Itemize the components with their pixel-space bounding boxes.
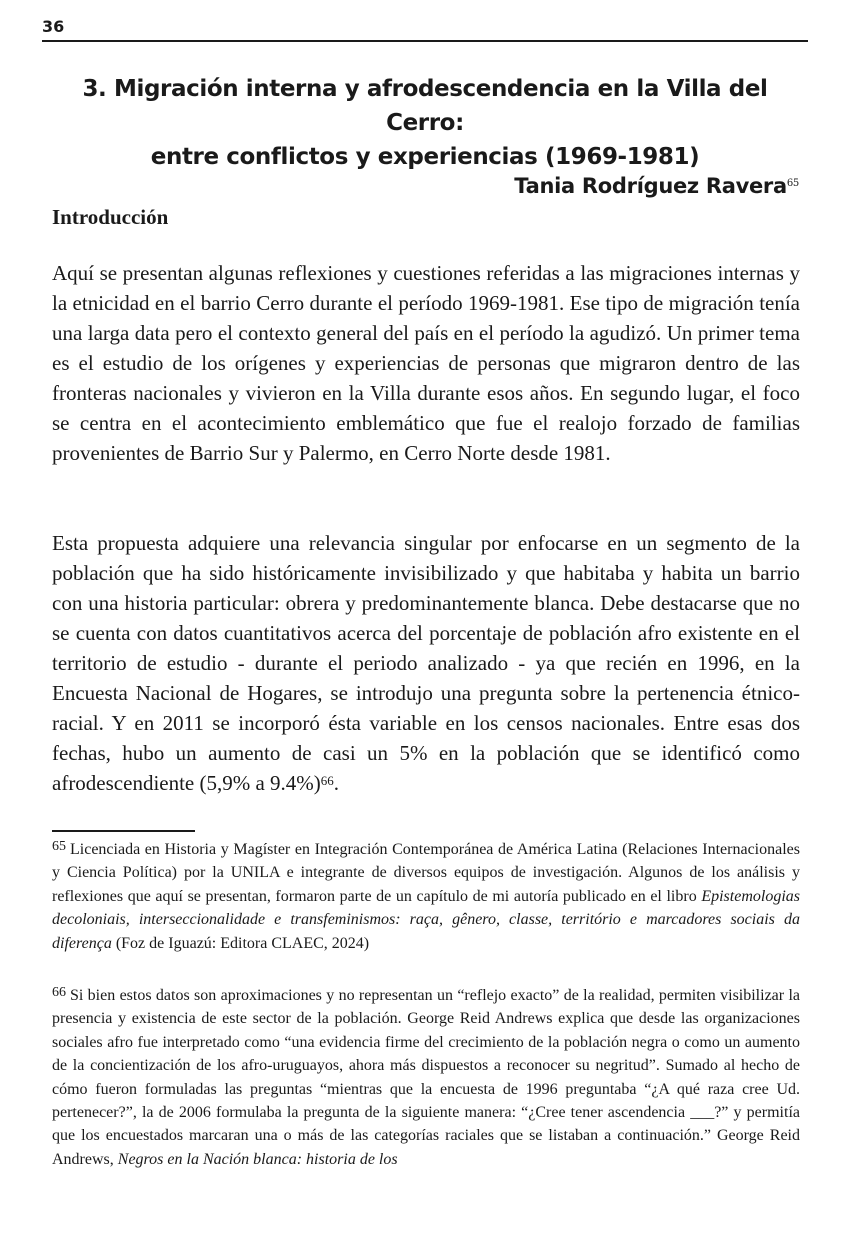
body-paragraph-2 bbox=[52, 528, 800, 798]
chapter-title bbox=[42, 72, 808, 174]
section-heading: Introducción bbox=[52, 205, 169, 229]
footnote-66 bbox=[52, 984, 800, 1171]
author-name bbox=[514, 171, 799, 201]
body-paragraph-2-text: Esta propuesta adquiere una relevancia singular por enfocarse en un segmento de la población que ha sido históricamente invisibilizado y que habitaba y habita un barrio con una historia particular: obrera y predominantemente blanca. Debe destacarse que no se cuenta con datos cuantitativos acerca del porcentaje de población afro existente en el territorio de estudio - durante el periodo analizado - ya que recién en 1996, en la Encuesta Nacional de Hogares, se introdujo una pregunta sobre la pertenencia étnico-racial. Y en 2011 se incorporó ésta variable en los censos nacionales. Entre esas dos fechas, hubo un aumento de casi un 5% en la población que se identificó como afrodescendiente (5,9% a 9.4%) bbox=[52, 531, 800, 795]
footnote-65 bbox=[52, 838, 800, 955]
footnote-66-text: Si bien estos datos son aproximaciones y no representan un “reflejo exacto” de la realidad, permiten visibilizar la presencia y existencia de este sector de la población. George Reid Andrews explica que desde las organizaciones sociales afro fue interpretado como “una evidencia firme del crecimiento de la población negra o como un aumento de la concientización de los afro-uruguayos, ahora más dispuestos a reconocer su negritud”. Sumado al hecho de cómo fueron formuladas las preguntas “mientras que la encuesta de 1996 preguntaba “¿A qué raza cree Ud. pertenecer?”, la de 2006 formulaba la pregunta de la siguiente manera: “¿Cree tener ascendencia ___?” y permitía que los encuestados marcaran una o más de las categorías raciales que se listaban a continuación.” George Reid Andrews, bbox=[52, 987, 800, 1168]
body-paragraph-2-end: . bbox=[333, 771, 340, 795]
footnote-65-book-title: Epistemologias decoloniais, interseccionalidade e transfeminismos: raça, gênero, classe, território e marcadores sociais da diferença bbox=[52, 887, 800, 952]
author-name-text: Tania Rodríguez Ravera bbox=[514, 174, 787, 198]
footnote-65-text-end: (Foz de Iguazú: Editora CLAEC, 2024) bbox=[111, 934, 370, 952]
page-number: 36 bbox=[42, 17, 65, 36]
footnote-ref-66[interactable]: 66 bbox=[320, 773, 334, 788]
footnote-66-marker: 66 bbox=[52, 985, 66, 1000]
footnote-65-text: Licenciada en Historia y Magíster en Integración Contemporánea de América Latina (Relaciones Internacionales y Ciencia Política) por la UNILA e integrante de diversos equipos de investigación. Algunos de los análisis y reflexiones que aquí se presentan, formaron parte de un capítulo de mi autoría publicado en el libro bbox=[52, 841, 800, 905]
body-paragraph-1: Aquí se presentan algunas reflexiones y cuestiones referidas a las migraciones internas y la etnicidad en el barrio Cerro durante el período 1969-1981. Ese tipo de migración tenía una larga data pero el contexto general del país en el período la agudizó. Un primer tema es el estudio de los orígenes y experiencias de personas que migraron dentro de las fronteras nacionales y vivieron en la Villa durante esos años. En segundo lugar, el foco se centra en el acontecimiento emblemático que fue el realojo forzado de familias provenientes de Barrio Sur y Palermo, en Cerro Norte desde 1981. bbox=[52, 261, 800, 465]
header-rule bbox=[42, 40, 808, 42]
footnote-ref-65[interactable]: 65 bbox=[786, 178, 799, 189]
footnote-separator bbox=[52, 830, 195, 832]
footnote-65-marker: 65 bbox=[52, 839, 66, 854]
chapter-title-line-1: 3. Migración interna y afrodescendencia en la Villa del Cerro: bbox=[82, 76, 768, 136]
chapter-title-line-2: entre conflictos y experiencias (1969-1981) bbox=[150, 144, 700, 170]
footnote-66-book-title: Negros en la Nación blanca: historia de los bbox=[117, 1150, 398, 1168]
